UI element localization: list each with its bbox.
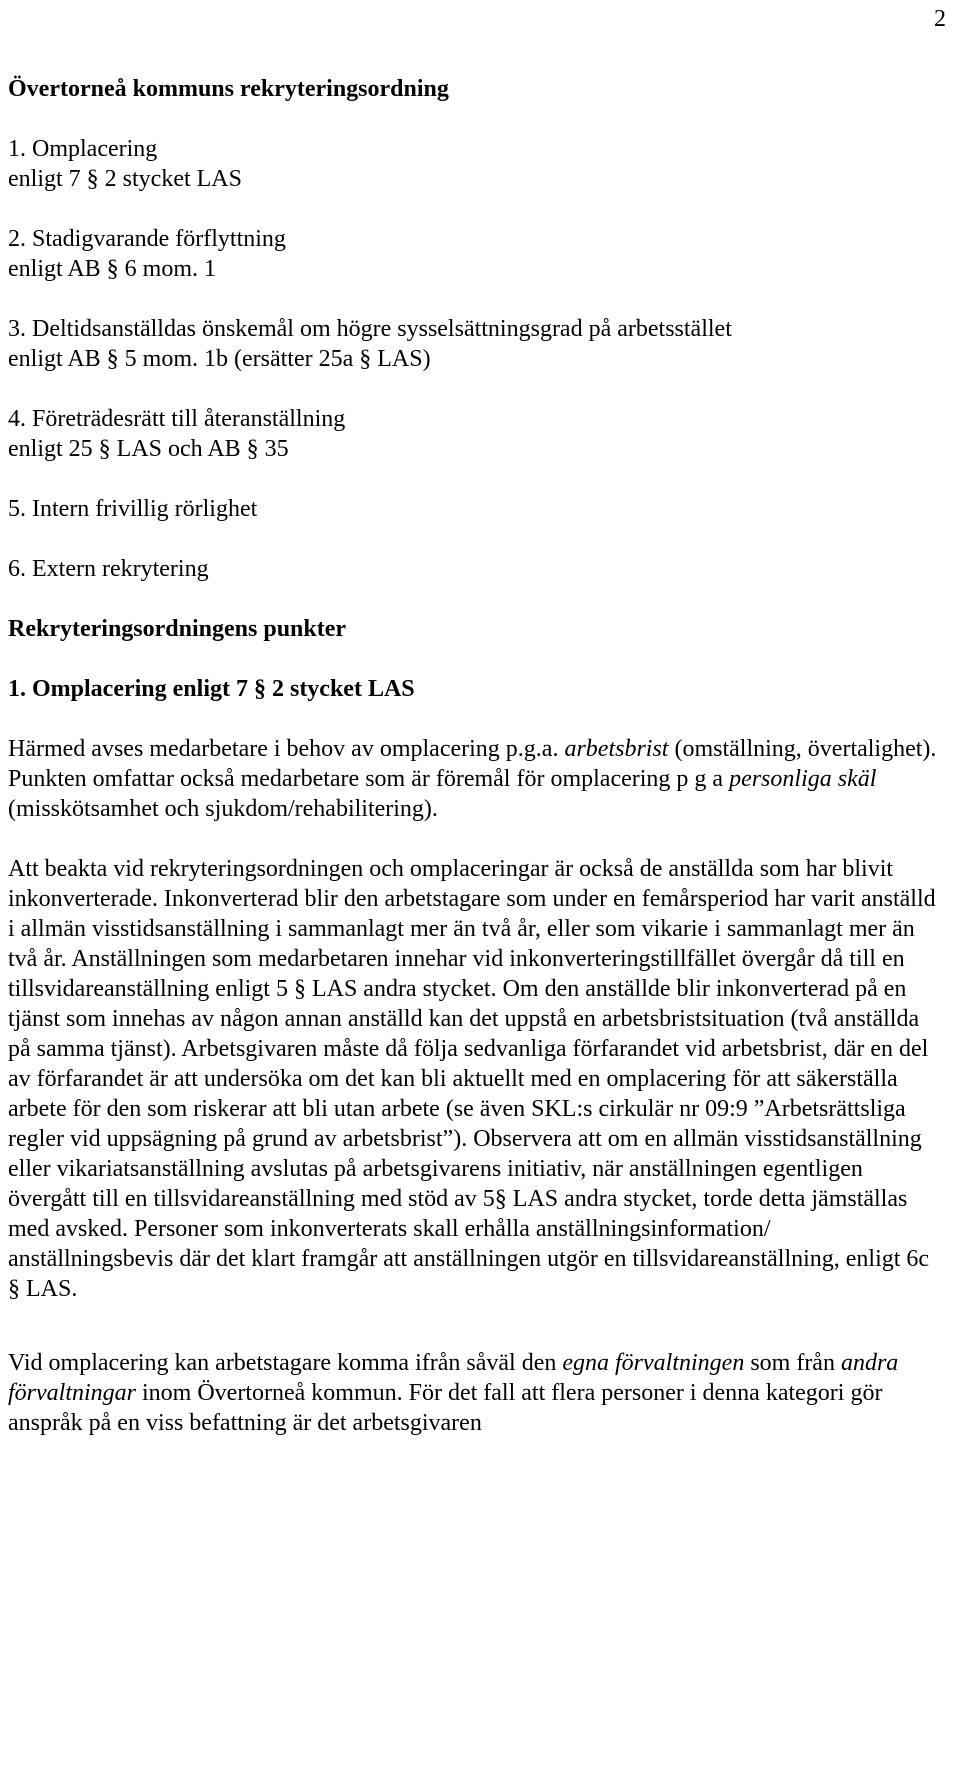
- paragraph-text: Härmed avses medarbetare i behov av omplacering p.g.a.: [8, 736, 565, 762]
- list-item-line: 3. Deltidsanställdas önskemål om högre sysselsättningsgrad på arbetsstället: [8, 316, 732, 342]
- list-item-line: 5. Intern frivillig rörlighet: [8, 496, 258, 522]
- paragraph-text: (omställning, övertalighet). Punkten omfattar också medarbetare som är föremål för omplacering p g a: [8, 736, 937, 792]
- sub-heading: 1. Omplacering enligt 7 § 2 stycket LAS: [8, 676, 415, 702]
- list-item: [8, 314, 938, 374]
- list-item-line: enligt AB § 6 mom. 1: [8, 256, 217, 282]
- list-item-line: 6. Extern rekrytering: [8, 556, 209, 582]
- paragraph-text: inom Övertorneå kommun. För det fall att flera personer i denna kategori gör anspråk på en viss befattning är det arbetsgivaren: [8, 1380, 883, 1436]
- list-item-line: enligt AB § 5 mom. 1b (ersätter 25a § LAS): [8, 346, 431, 372]
- list-item: [8, 494, 938, 524]
- emphasis-andra-forvaltningar: andra förvaltningar: [8, 1350, 899, 1406]
- list-item: [8, 224, 938, 284]
- paragraph-inkonverterade: Att beakta vid rekryteringsordningen och omplaceringar är också de anställda som har blivit inkonverterade. Inkonverterad blir den arbetstagare som under en femårsperiod har varit anställd i allmän visstidsanställning i sammanlagt mer än två år, eller som vikarie i sammanlagt mer än två år. Anställningen som medarbetaren innehar vid inkonverteringstillfället övergår då till en tillsvidareanställning enligt 5 § LAS andra stycket. Om den anställde blir inkonverterad på en tjänst som innehas av någon annan anställd kan det uppstå en arbetsbristsituation (två anställda på samma tjänst). Arbetsgivaren måste då följa sedvanliga förfarandet vid arbetsbrist, där en del av förfarandet är att undersöka om det kan bli aktuellt med en omplacering för att säkerställa arbete för den som riskerar att bli utan arbete (se även SKL:s cirkulär nr 09:9 ”Arbetsrättsliga regler vid uppsägning på grund av arbetsbrist”). Observera att om en allmän visstidsanställning eller vikariatsanställning avslutas på arbetsgivarens initiativ, när anställningen egentligen övergått till en tillsvidareanställning med stöd av 5§ LAS andra stycket, torde detta jämställas med avsked. Personer som inkonverterats skall erhålla anställningsinformation/ anställningsbevis där det klart framgår att anställningen utgör en tillsvidareanställning, enligt 6c § LAS.: [8, 856, 936, 1302]
- emphasis-egna-forvaltningen: egna förvaltningen: [562, 1350, 745, 1376]
- paragraph-text: (misskötsamhet och sjukdom/rehabilitering).: [8, 796, 438, 822]
- emphasis-arbetsbrist: arbetsbrist: [564, 736, 669, 762]
- emphasis-personliga-skal: personliga skäl: [729, 766, 877, 792]
- list-item-line: 2. Stadigvarande förflyttning: [8, 226, 286, 252]
- document-title: Övertorneå kommuns rekryteringsordning: [8, 76, 449, 102]
- list-item-line: 1. Omplacering: [8, 136, 158, 162]
- paragraph-omplacering: [8, 1348, 938, 1438]
- paragraph-text: som från: [744, 1350, 841, 1376]
- document-body: [8, 74, 938, 1468]
- paragraph-text: Vid omplacering kan arbetstagare komma ifrån såväl den: [8, 1350, 563, 1376]
- page-number: 2: [934, 6, 946, 32]
- list-item: [8, 554, 938, 584]
- section-heading: Rekryteringsordningens punkter: [8, 616, 347, 642]
- list-item: [8, 134, 938, 194]
- list-item-line: 4. Företrädesrätt till återanställning: [8, 406, 346, 432]
- list-item: [8, 404, 938, 464]
- list-item-line: enligt 25 § LAS och AB § 35: [8, 436, 289, 462]
- list-item-line: enligt 7 § 2 stycket LAS: [8, 166, 242, 192]
- paragraph-definition: [8, 734, 938, 824]
